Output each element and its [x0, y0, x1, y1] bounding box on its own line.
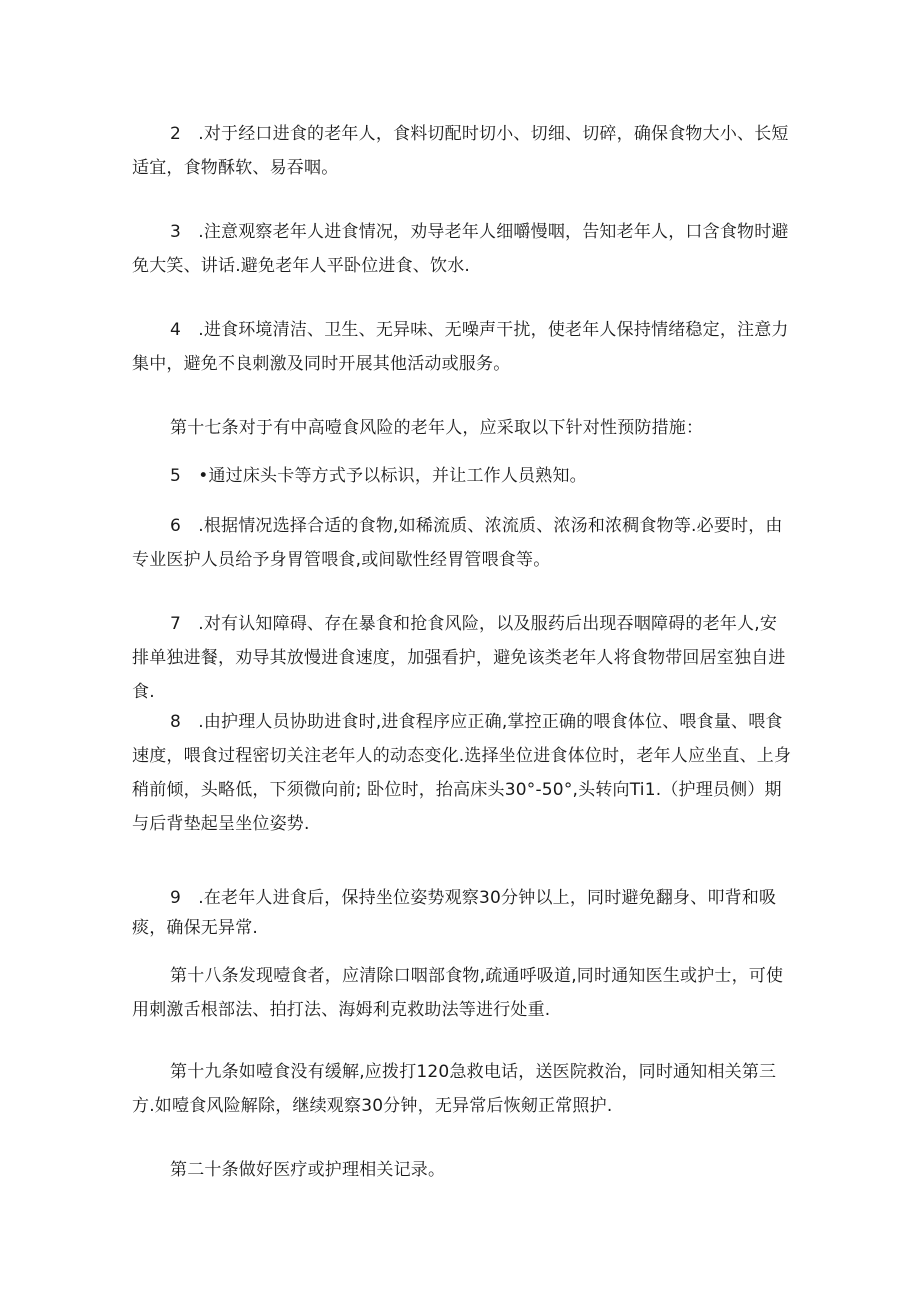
paragraph-article-18: 第十八条发现噎食者，应清除口咽部食物,疏通呼吸道,同时通知医生或护士，可使用刺激舌根部法、拍打法、海姆利克救助法等进行处重.	[132, 966, 784, 1020]
paragraph-article-17: 第十七条对于有中高噎食风险的老年人，应采取以下针对性预防措施：	[170, 418, 704, 438]
paragraph-item-6: 6 .根据情况选择合适的食物,如稀流质、浓流质、浓汤和浓稠食物等.必要时，由专业医护人员给予身胃管喂食,或间歇性经胃管喂食等。	[132, 516, 783, 570]
paragraph-item-9: 9 .在老年人进食后，保持坐位姿势观察30分钟以上，同时避免翻身、叩背和吸痰，确保无异常.	[132, 888, 777, 938]
paragraph-item-3: 3 .注意观察老年人进食情况，劝导老年人细嚼慢咽，告知老年人，口含食物时避免大笑、讲话.避免老年人平卧位进食、饮水.	[132, 222, 789, 276]
paragraph-article-20: 第二十条做好医疗或护理相关记录。	[170, 1160, 446, 1180]
paragraph-item-8: 8 .由护理人员协助进食时,进食程序应正确,掌控正确的喂食体位、喂食量、喂食速度，喂食过程密切关注老年人的动态变化.选择坐位进食体位时，老年人应坐直、上身稍前倾，头略低，下须微向前; 卧位时，抬高床头30°-50°,头转向Ti1.（护理员侧）期与后背垫起呈坐位姿势.	[132, 712, 792, 834]
paragraph-item-4: 4 .进食环境清洁、卫生、无异味、无噪声干扰，使老年人保持情绪稳定，注意力集中，避免不良刺激及同时开展其他活动或服务。	[132, 320, 789, 374]
paragraph-item-5: 5 •通过床头卡等方式予以标识，并让工作人员熟知。	[170, 466, 587, 486]
paragraph-item-2: 2 .对于经口进食的老年人，食料切配时切小、切细、切碎，确保食物大小、长短适宜，食物酥软、易吞咽。	[132, 124, 789, 178]
paragraph-item-7: 7 .对有认知障碍、存在暴食和抢食风险，以及服药后出现吞咽障碍的老年人,安排单独进餐，劝导其放慢进食速度，加强看护，避免该类老年人将食物带回居室独自进食.	[132, 614, 786, 702]
paragraph-article-19: 第十九条如噎食没有缓解,应拨打120急救电话，送医院救治，同时通知相关第三方.如噎食风险解除，继续观察30分钟，无异常后恢剱正常照护.	[132, 1062, 777, 1116]
